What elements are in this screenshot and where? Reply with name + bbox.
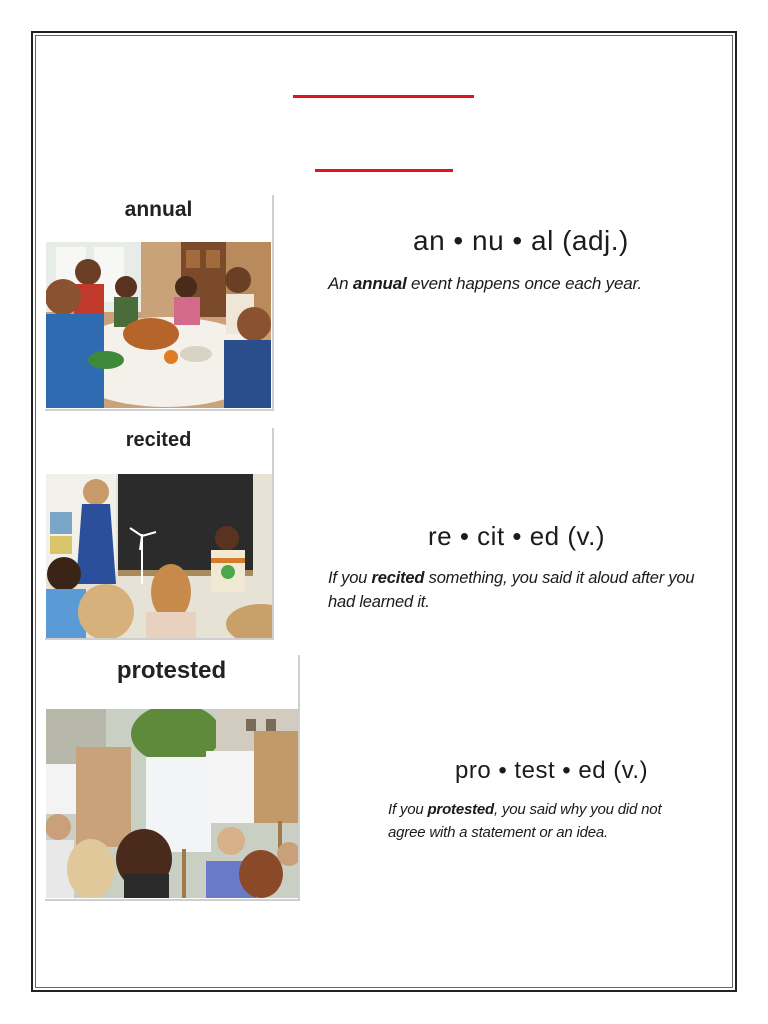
vocab-card-annual: [45, 195, 274, 411]
title-underline-red-top: [293, 95, 474, 98]
family-dinner-image: [46, 242, 271, 408]
definition-recited: [328, 566, 713, 614]
definition-suffix: , you said why you did not agree with a statement or an idea.: [388, 801, 662, 841]
vocab-card-recited: [45, 428, 274, 640]
definition-prefix: An: [328, 274, 353, 293]
definition-suffix: something, you said it aloud after you had learned it.: [328, 569, 695, 611]
definition-keyword: protested: [427, 801, 495, 818]
protest-image: [46, 709, 298, 898]
pronunciation-recited: re • cit • ed (v.): [428, 521, 605, 551]
definition-protested: [388, 798, 688, 844]
definition-keyword: annual: [352, 274, 407, 293]
definition-keyword: recited: [371, 569, 425, 587]
definition-prefix: If you: [328, 569, 372, 587]
pronunciation-annual: an • nu • al (adj.): [413, 225, 629, 256]
title-underline-red-bottom: [315, 169, 453, 172]
classroom-image: [46, 474, 272, 638]
vocab-word: recited: [125, 429, 192, 451]
pronunciation-protested: pro • test • ed (v.): [455, 757, 649, 784]
vocab-card-protested: [45, 655, 300, 901]
definition-suffix: event happens once each year.: [406, 274, 642, 293]
definition-prefix: If you: [388, 801, 428, 818]
vocab-word: annual: [124, 198, 193, 221]
definition-annual: [328, 274, 688, 294]
vocab-word: protested: [116, 657, 227, 684]
